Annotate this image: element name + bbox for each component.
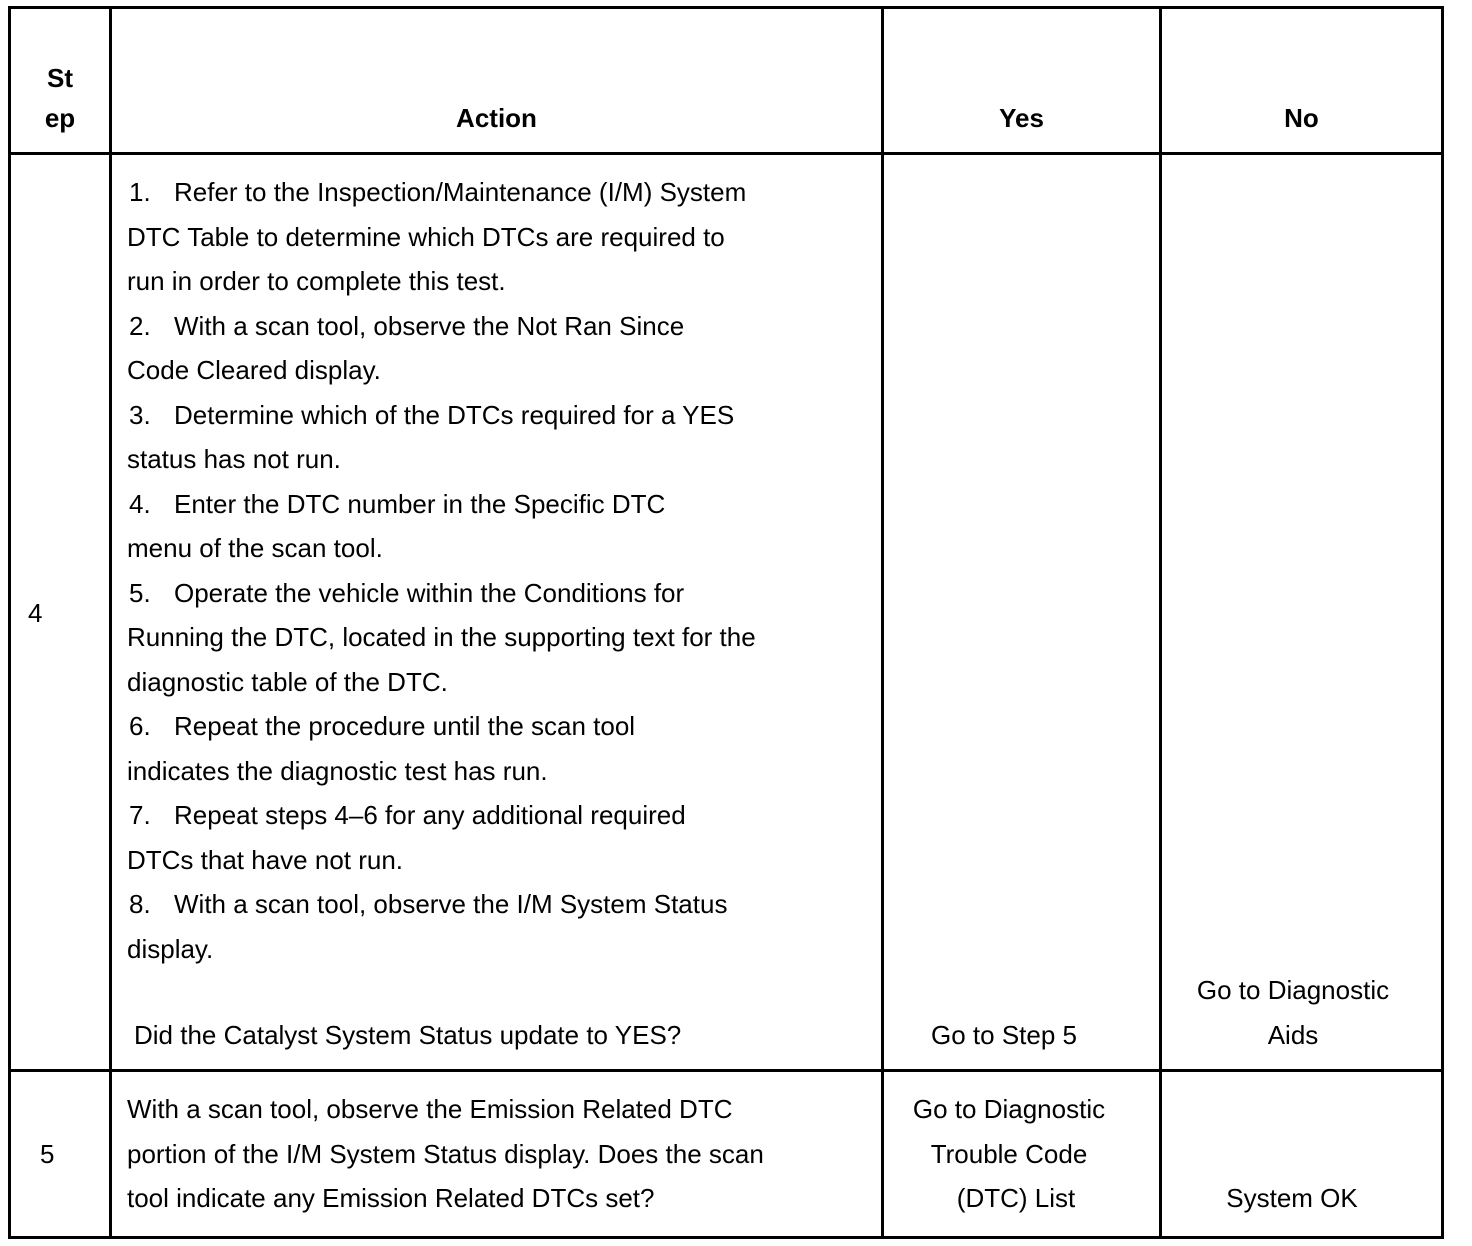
row4-yes: Go to Step 5 bbox=[931, 1020, 1077, 1050]
item-text-cont: DTCs that have not run. bbox=[127, 844, 404, 875]
header-divider bbox=[8, 152, 1444, 155]
item-text: With a scan tool, observe the Not Ran Since bbox=[174, 310, 685, 341]
action-item-1 bbox=[127, 170, 867, 215]
row-divider bbox=[8, 1069, 1444, 1072]
row5-no: System OK bbox=[1226, 1183, 1358, 1213]
row5-yes bbox=[884, 1087, 1134, 1221]
action-item-6 bbox=[127, 704, 867, 749]
table-border-top bbox=[8, 6, 1444, 9]
item-text: Refer to the Inspection/Maintenance (I/M) System bbox=[174, 177, 747, 207]
table-border-right bbox=[1441, 6, 1444, 1239]
item-text-cont: indicates the diagnostic test has run. bbox=[127, 755, 548, 786]
action-item-2 bbox=[127, 304, 867, 349]
row5-action bbox=[127, 1087, 867, 1221]
action-item-7 bbox=[127, 793, 867, 838]
item-text: Repeat steps 4–6 for any additional required bbox=[174, 800, 686, 830]
item-text-cont: Code Cleared display. bbox=[127, 355, 381, 385]
header-no: No bbox=[1284, 103, 1319, 133]
action-item-5 bbox=[127, 571, 867, 616]
item-number: 8. bbox=[129, 889, 151, 919]
item-text-cont: run in order to complete this test. bbox=[127, 266, 506, 296]
row5-yes-line2: Trouble Code bbox=[930, 1138, 1088, 1169]
header-action: Action bbox=[456, 103, 537, 133]
item-text-cont: menu of the scan tool. bbox=[127, 533, 383, 563]
item-number: 5. bbox=[129, 577, 151, 608]
header-step-line1: St bbox=[47, 63, 73, 93]
row5-action-line2: portion of the I/M System Status display. Does the scan bbox=[127, 1138, 764, 1169]
row5-step: 5 bbox=[40, 1139, 55, 1169]
row5-action-line1: With a scan tool, observe the Emission Related DTC bbox=[127, 1094, 733, 1124]
item-text-cont: diagnostic table of the DTC. bbox=[127, 666, 448, 697]
header-step-line2: ep bbox=[44, 103, 76, 133]
diagnostic-table bbox=[8, 6, 1444, 1239]
table-border-left bbox=[8, 6, 11, 1239]
item-text-cont: display. bbox=[127, 933, 214, 964]
item-text: Determine which of the DTCs required for a YES bbox=[174, 399, 735, 430]
row4-question: Did the Catalyst System Status update to YES? bbox=[134, 1020, 682, 1050]
item-text: With a scan tool, observe the I/M System Status bbox=[174, 889, 728, 919]
header-step bbox=[11, 58, 109, 138]
item-text: Operate the vehicle within the Conditions for bbox=[174, 577, 685, 608]
action-item-4 bbox=[127, 482, 867, 527]
row4-no-line2: Aids bbox=[1267, 1019, 1319, 1050]
item-number: 4. bbox=[129, 488, 151, 519]
table-border-bottom bbox=[8, 1236, 1444, 1239]
item-number: 1. bbox=[129, 177, 151, 207]
row5-action-line3: tool indicate any Emission Related DTCs set? bbox=[127, 1183, 655, 1213]
item-text-cont: status has not run. bbox=[127, 444, 341, 474]
item-text-cont: DTC Table to determine which DTCs are required to bbox=[127, 221, 725, 252]
item-text-cont: Running the DTC, located in the supporting text for the bbox=[127, 622, 756, 652]
item-number: 7. bbox=[129, 800, 151, 830]
row5-yes-line3: (DTC) List bbox=[956, 1183, 1076, 1213]
action-item-8 bbox=[127, 882, 867, 927]
item-number: 6. bbox=[129, 711, 151, 741]
item-number: 2. bbox=[129, 310, 151, 341]
row4-no bbox=[1162, 968, 1424, 1057]
item-number: 3. bbox=[129, 399, 151, 430]
item-text: Enter the DTC number in the Specific DTC bbox=[174, 488, 666, 519]
row4-step: 4 bbox=[28, 598, 43, 628]
col-divider-step bbox=[109, 6, 112, 1239]
row4-action bbox=[127, 170, 867, 971]
row5-yes-line1: Go to Diagnostic bbox=[912, 1094, 1106, 1124]
action-item-3 bbox=[127, 393, 867, 438]
row4-no-line1: Go to Diagnostic bbox=[1196, 975, 1390, 1005]
header-yes: Yes bbox=[999, 103, 1044, 133]
item-text: Repeat the procedure until the scan tool bbox=[174, 711, 636, 741]
